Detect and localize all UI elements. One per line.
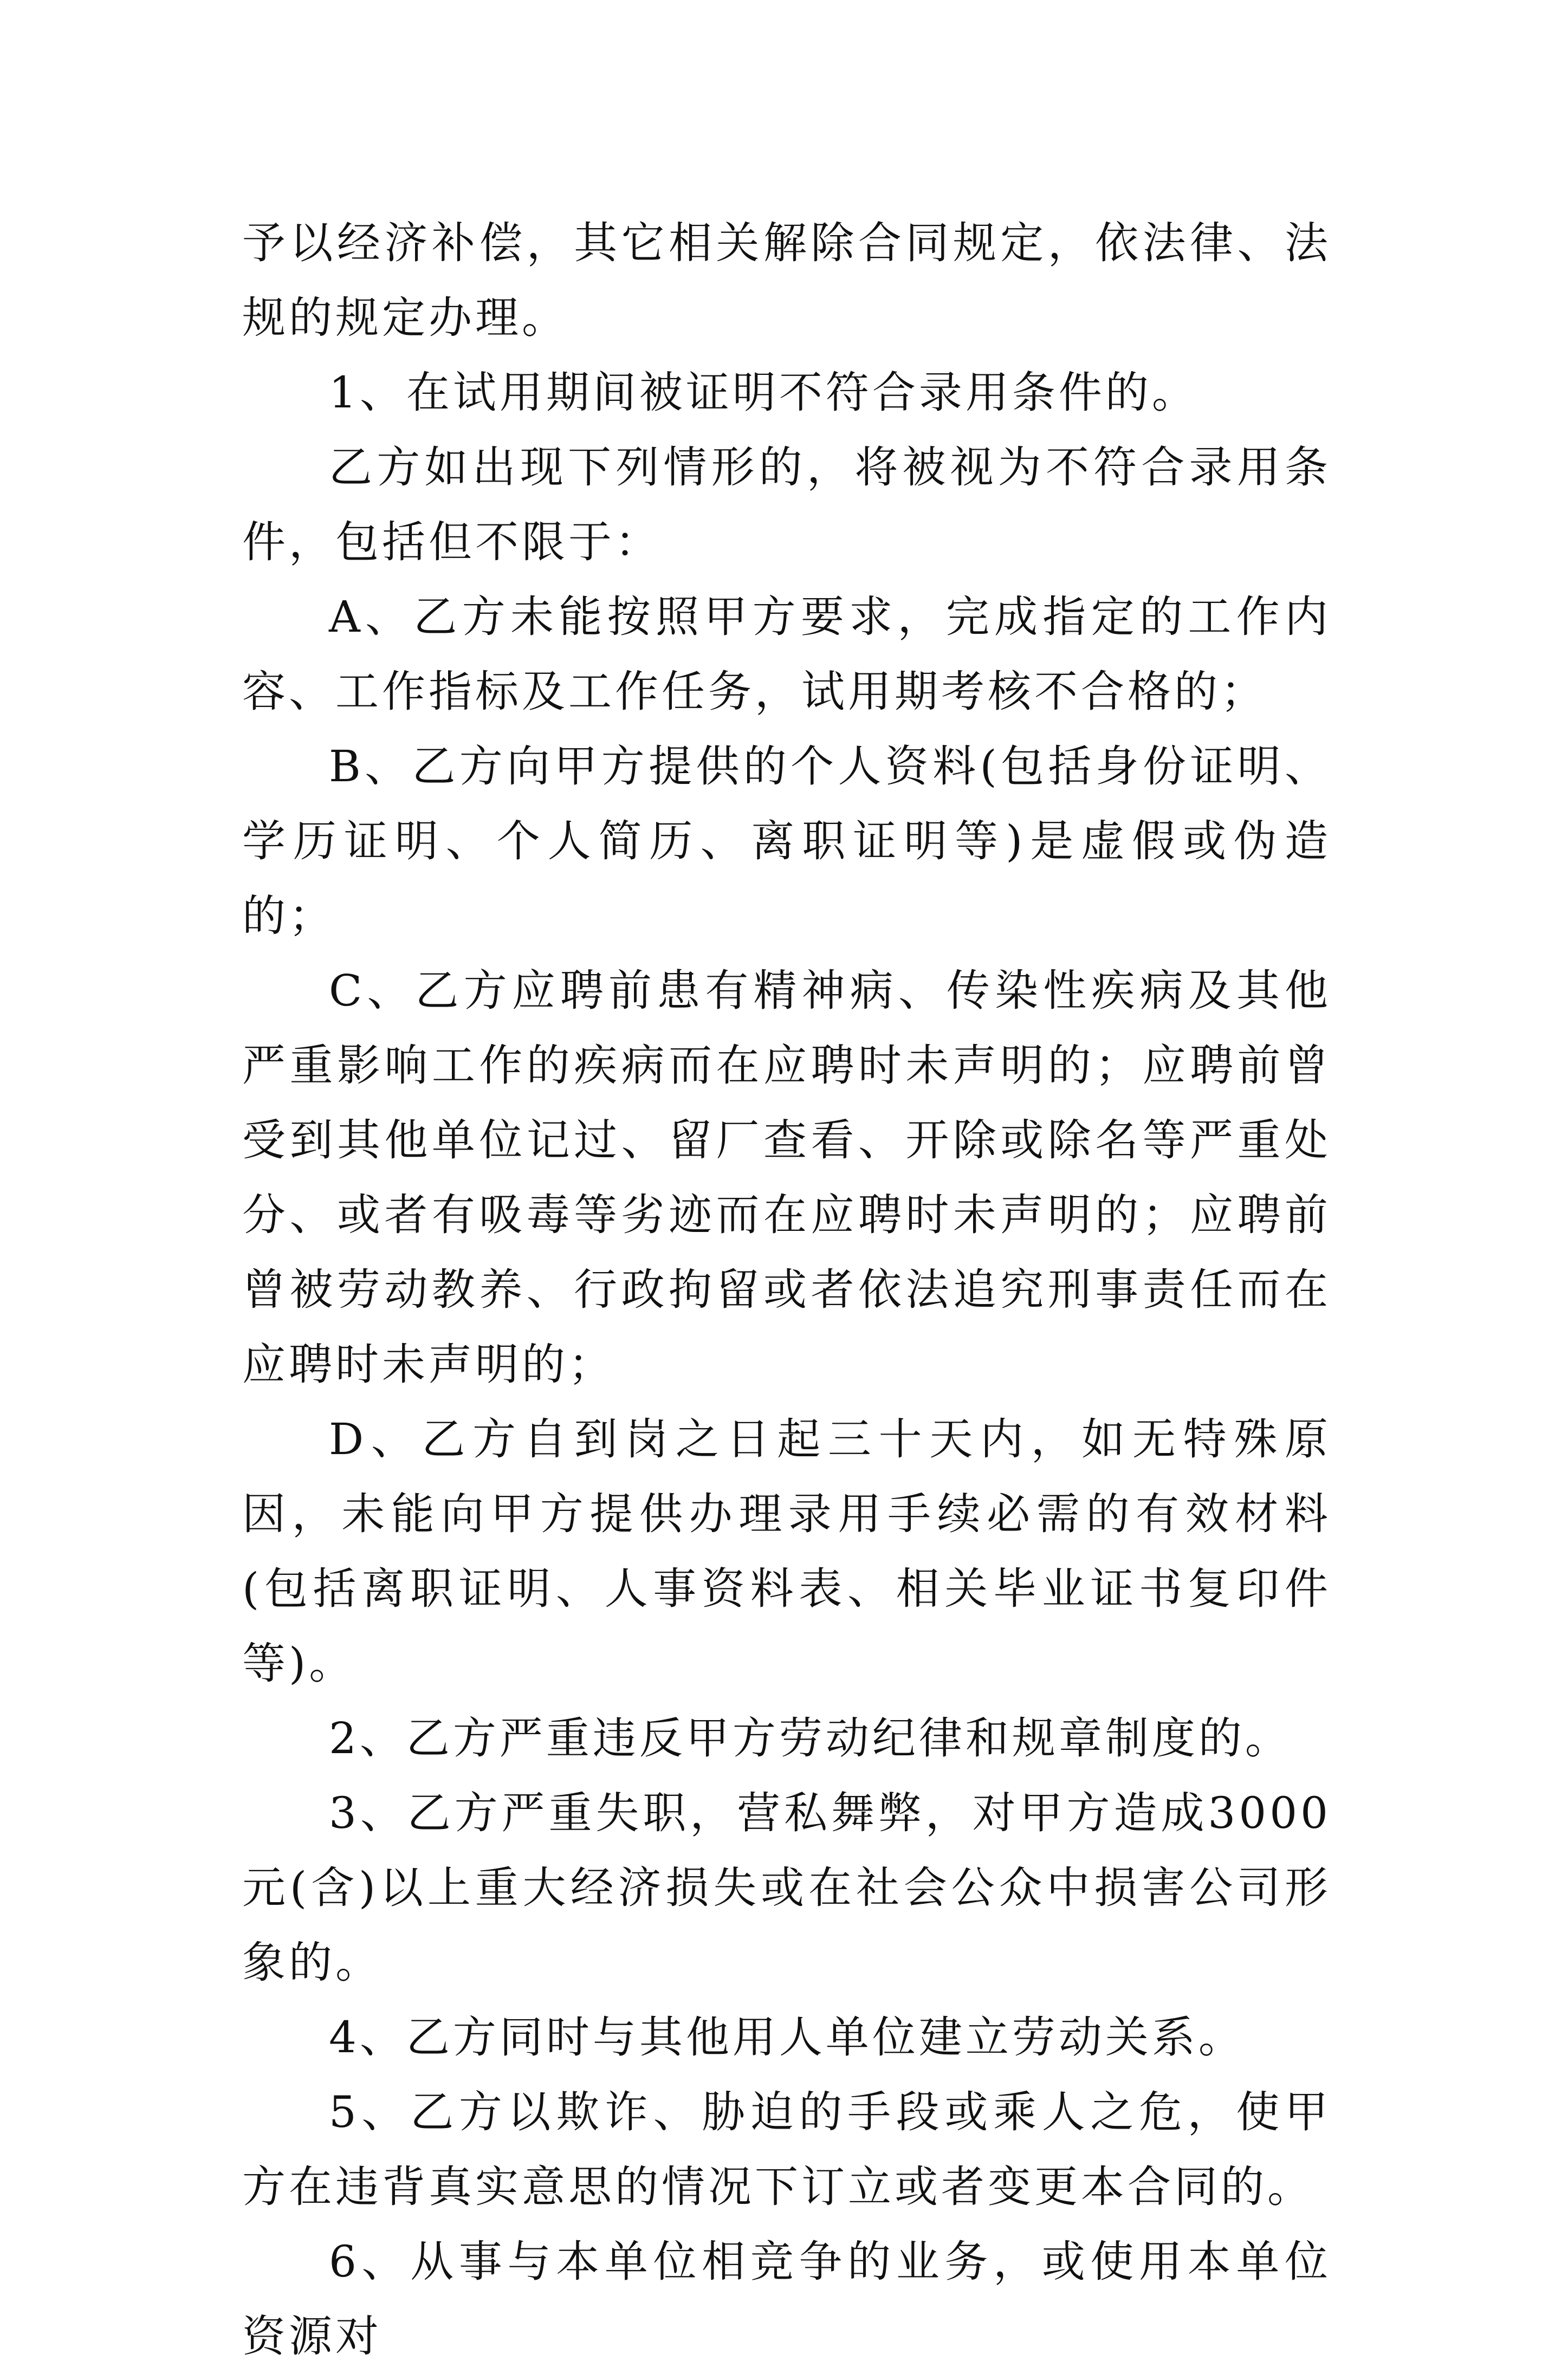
paragraph-6: D、乙方自到岗之日起三十天内，如无特殊原因，未能向甲方提供办理录用手续必需的有效材料(包括离职证明、人事资料表、相关毕业证书复印件等)。 <box>242 1414 1331 1689</box>
paragraph-11: 6、从事与本单位相竞争的业务，或使用本单位资源对 <box>242 2236 1331 2362</box>
paragraph-1: 1、在试用期间被证明不符合录用条件的。 <box>329 367 1198 418</box>
paragraph-8: 3、乙方严重失职，营私舞弊，对甲方造成3000元(含)以上重大经济损失或在社会公众中损害公司形象的。 <box>242 1788 1331 1988</box>
document-body <box>242 206 1331 2374</box>
paragraph-0: 予以经济补偿，其它相关解除合同规定，依法律、法规的规定办理。 <box>242 218 1331 343</box>
paragraph-5: C、乙方应聘前患有精神病、传染性疾病及其他严重影响工作的疾病而在应聘时未声明的；应聘前曾受到其他单位记过、留厂查看、开除或除名等严重处分、或者有吸毒等劣迹而在应聘时未声明的；应聘前曾被劳动教养、行政拘留或者依法追究刑事责任而在应聘时未声明的； <box>242 965 1331 1390</box>
paragraph-10: 5、乙方以欺诈、胁迫的手段或乘人之危，使甲方在违背真实意思的情况下订立或者变更本合同的。 <box>242 2087 1331 2212</box>
paragraph-4: B、乙方向甲方提供的个人资料(包括身份证明、学历证明、个人简历、离职证明等)是虚假或伪造的； <box>242 741 1331 941</box>
paragraph-3: A、乙方未能按照甲方要求，完成指定的工作内容、工作指标及工作任务，试用期考核不合格的； <box>242 592 1331 717</box>
paragraph-9: 4、乙方同时与其他用人单位建立劳动关系。 <box>329 2012 1245 2062</box>
paragraph-7: 2、乙方严重违反甲方劳动纪律和规章制度的。 <box>329 1713 1292 1763</box>
paragraph-2: 乙方如出现下列情形的，将被视为不符合录用条件，包括但不限于： <box>242 442 1331 567</box>
